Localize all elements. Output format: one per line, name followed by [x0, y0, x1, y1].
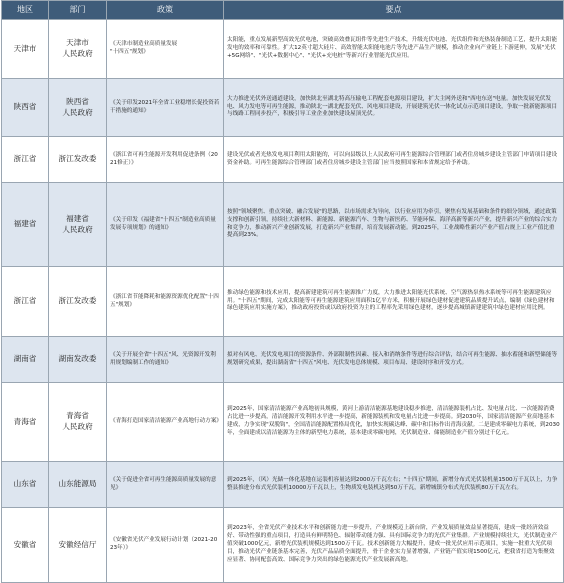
key-points-cell: 推动绿色能源和技术应用，提高新建建筑可再生能源推广力度，大力推进太阳能光伏系统、空气源热泵热水系统等可再生能源建筑应用。"十四五"期间，完成太阳能等可再生能源建筑应用面积1亿平方米，积极开展绿色建材促进建筑品质提升试点，编制《绿色建材和绿色建筑应用实施方案》，推动政府投资或以政府投资为主的工程率先采用绿色建材，逐步提高城镇新建建筑中绿色建材应用比例。	[224, 267, 564, 337]
region-cell: 湖南省	[2, 337, 49, 383]
table-row	[2, 137, 564, 183]
table-row	[2, 20, 564, 79]
department-cell: 安徽经信厅	[49, 508, 107, 583]
department-cell: 山东能源局	[49, 462, 107, 508]
region-cell: 浙江省	[2, 137, 49, 183]
policy-cell: 《天津市制造业高质量发展 "十四五"规划》	[107, 20, 224, 79]
key-points-cell: 拟对有风电、光伏发电项目的资源条件、外部限制性因素、接入和消纳条件等进行综合评估，结合可再生能源、抽水蓄能和新型储能等规划研究成果，提出湖南省"十四五"风电、光伏发电总体规模、项目布局、建设时序和开发方式。	[224, 337, 564, 383]
department-cell: 浙江发改委	[49, 137, 107, 183]
region-cell: 福建省	[2, 183, 49, 267]
policy-cell: 《关于促进全省可再生能源高质量发展的意见》	[107, 462, 224, 508]
header-region: 地区	[2, 1, 49, 20]
region-cell: 天津市	[2, 20, 49, 79]
department-cell: 青海省 人民政府	[49, 383, 107, 462]
policy-cell: 《关于开展全省"十四五"风、光资源开发利用规划编制工作的通知》	[107, 337, 224, 383]
table-row	[2, 183, 564, 267]
policy-cell: 《浙江省可再生能源开发利用促进条例（2021修正）》	[107, 137, 224, 183]
header-key-points: 要点	[224, 1, 564, 20]
policy-cell: 《关于印发2021年全省工业稳增长促投资若干措施的通知》	[107, 79, 224, 137]
policy-cell: 《青海打造国家清洁能源产业高地行动方案》	[107, 383, 224, 462]
region-cell: 青海省	[2, 383, 49, 462]
policy-table	[1, 0, 564, 583]
department-cell: 湖南发改委	[49, 337, 107, 383]
table-row	[2, 337, 564, 383]
table-row	[2, 383, 564, 462]
region-cell: 安徽省	[2, 508, 49, 583]
key-points-cell: 太阳能，重点发展新型高效光伏电池，突破高效叠瓦组件等先进生产技术，升级光伏电池、光伏组件和光热装备制造工艺，提升太阳能发电的效率和可靠性。扩大12英寸超大硅片、高效智能太阳能电池片等先进产品生产规模，推动企业向产业链上下游延伸，发展"光伏+5G网络"、"光伏+数据中心"、"光伏+充电桩"等新兴行业智能光伏应用。	[224, 20, 564, 79]
department-cell: 陕西省 人民政府	[49, 79, 107, 137]
header-department: 部门	[49, 1, 107, 20]
policy-cell: 《浙江省节能降耗和能源资源优化配置"十四五"规划》	[107, 267, 224, 337]
key-points-cell: 大力推进光伏外送通道建设，加快陕北至湖北特高压输电工程配套电源项目建设，扩大主网外送和"西电东送"电量。加快发展光伏发电、风力发电等可再生能源，推动陕北一湖北配套光伏、风电项目建设，开展建筑光伏一体化试点示范项目建设，争取一批新能源项目与线路工程同步投产，积极引导工业企业加快建设屋顶光伏。	[224, 79, 564, 137]
region-cell: 浙江省	[2, 267, 49, 337]
department-cell: 天津市 人民政府	[49, 20, 107, 79]
department-cell: 浙江发改委	[49, 267, 107, 337]
region-cell: 山东省	[2, 462, 49, 508]
region-cell: 陕西省	[2, 79, 49, 137]
key-points-cell: 到2025年，（风）光储一体化基地在运装机容量达到2000万千瓦左右；"十四五"期间，新增分布式光伏装机量1500万千瓦以上，力争整县推进分布式光伏装机10000万千瓦以上，生物质发电装机达到50万千瓦，新增城镇分布式光伏装机80万千瓦左右。	[224, 462, 564, 508]
header-policy: 政策	[107, 1, 224, 20]
policy-cell: 《安徽省光伏产业发展行动计划（2021-2023年）》	[107, 508, 224, 583]
table-row	[2, 267, 564, 337]
key-points-cell: 到2023年，全省光伏产业技术水平和创新能力进一步提升，产业规模迈上新台阶，产业发展质量效益显著提高，建成一批经济效益好、带动性强的重点项目，打造具有鲜明特色、辐射带动能力强、具有国际竞争力的光伏产业集群。产业规模持续壮大，光伏制造业产值突破1000亿元，新增光伏装机规模达到1500万千瓦。技术创新能力大幅提升，建成一批光伏应用示范项目，实施一批重大光伏项目，推动光伏产业链条基本完善，光伏产品品质全面提升，骨干企业实力显著增强，产业链产值实现1500亿元，把我省打造为集聚效应显著、协同配套高效、国际竞争力突出的绿色能源光伏产业发展新高地。	[224, 508, 564, 583]
policy-cell: 《关于印发《福建省"十四五"制造业高质量发展专项规划》的通知》	[107, 183, 224, 267]
key-points-cell: 到2025年，国家清洁能源产业高地初具规模，黄河上游清洁能源基地建设稳步推进，清洁能源装机占比、发电量占比、一次能源消费占比进一步提高，清洁能源开发利用水平进一步提高，新能源装机和发电量占比进一步提高。到2030年，国家清洁能源产业高地基本建成，力争实现"双脱钩"，全国清洁能源配置格局优化，加快实现碳达峰、碳中和目标作出青海贡献。二是建成零碳电力系统，到2030年，全面建成以清洁能源为主体的新型电力系统，基本建成零碳电网，光伏制造业、储能制造业产值分别过千亿元。	[224, 383, 564, 462]
table-row	[2, 462, 564, 508]
table-row	[2, 79, 564, 137]
key-points-cell: 按照"领域聚焦、重点突破、融合发展"的思路，以市场需求为导向，以行业应用为牵引，聚焦有发展基础和条件的细分领域，通过政策支撑和创新引领，持续壮大新材料、新能源、新能源汽车、生物与新医药、节能环保、海洋高新等新兴产业，提升新兴产业的综合实力和竞争力，推动新兴产业创新发展，打造新兴产业集群，培育发展新动能。到2025年，工业战略性新兴产业产值占规上工业产值比重提高到23%。	[224, 183, 564, 267]
table-header-row	[2, 1, 564, 20]
key-points-cell: 建设光伏或者光热发电项目利用太阳能的，可以向县级以上人民政府可再生能源综合管理部门或者住房城乡建设主管部门申请项目建设资金补助。可再生能源综合管理部门或者住房城乡建设主管部门应当按照国家和本省规定给予补助。	[224, 137, 564, 183]
table-row	[2, 508, 564, 583]
department-cell: 福建省 人民政府	[49, 183, 107, 267]
